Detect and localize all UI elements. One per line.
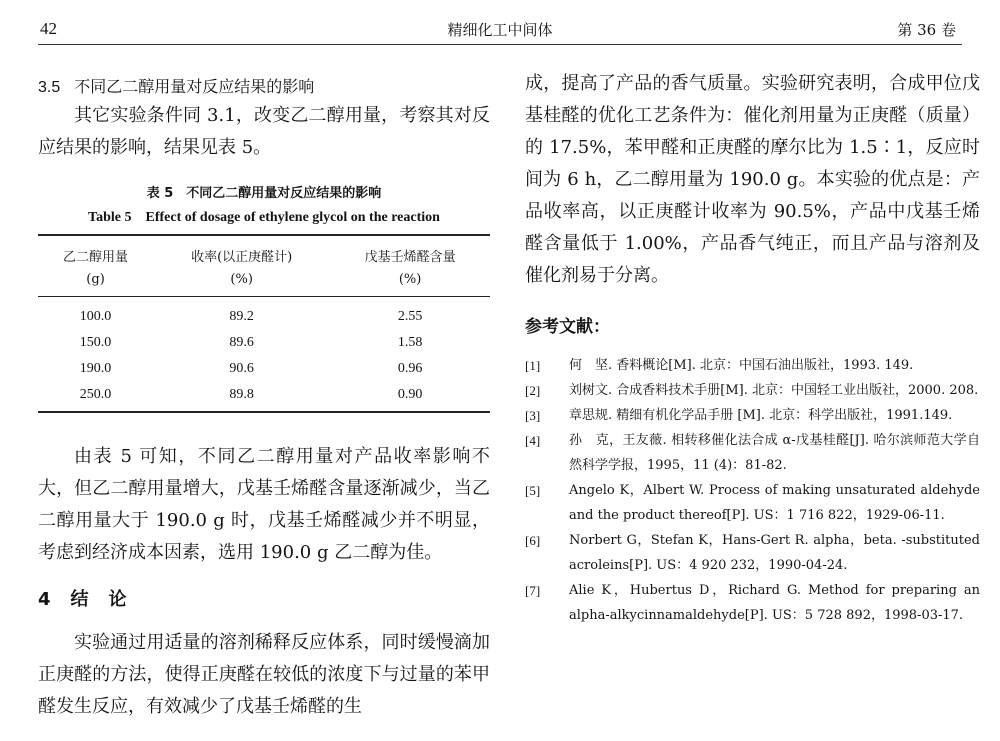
left-column	[38, 58, 490, 723]
section-4-heading	[38, 585, 490, 609]
table-cell: 250.0	[38, 382, 153, 412]
reference-text: Norbert G，Stefan K，Hans-Gert R. alpha，beta. -substituted acroleins[P]. US：4 920 232，1990-04-24.	[569, 533, 980, 573]
table-cell: 190.0	[79, 361, 112, 376]
reference-item	[525, 403, 980, 428]
table-row	[38, 356, 490, 382]
reference-item	[525, 528, 980, 578]
volume-label: 第 36 卷	[897, 21, 956, 39]
column-header: 乙二醇用量	[38, 235, 153, 267]
references-list	[525, 353, 980, 628]
running-header	[0, 0, 1000, 44]
column-unit: (g)	[38, 267, 153, 297]
journal-title: 精细化工中间体	[447, 21, 553, 39]
reference-text: 章思规. 精细有机化学品手册 [M]. 北京：科学出版社，1991.149.	[569, 408, 953, 423]
reference-text: Alie K，Hubertus D，Richard G. Method for preparing an alpha-alkycinnamaldehyde[P]. US：5 728 892，1998-03-17.	[569, 583, 980, 623]
table-cell: 100.0	[79, 309, 112, 324]
references-heading: 参考文献：	[525, 317, 610, 337]
reference-index: [2]	[525, 383, 541, 398]
reference-item	[525, 353, 980, 378]
table-row	[38, 297, 490, 331]
reference-item	[525, 378, 980, 403]
table-cell: 2.55	[397, 309, 423, 324]
table-row	[38, 330, 490, 356]
table-cell: 89.6	[229, 335, 254, 350]
results-table	[38, 234, 490, 413]
table-caption-en: Table 5 Effect of dosage of ethylene glycol on the reaction	[88, 210, 440, 225]
reference-index: [6]	[525, 533, 541, 548]
table-row	[38, 382, 490, 412]
reference-index: [7]	[525, 583, 541, 598]
page-number: 42	[40, 19, 57, 38]
section-number: 4	[38, 589, 51, 610]
reference-index: [3]	[525, 408, 541, 423]
table-cell: 89.2	[229, 309, 254, 324]
section-number: 3.5	[38, 79, 61, 96]
right-column	[525, 58, 980, 628]
column-unit: (%)	[153, 267, 330, 297]
reference-text: 孙 克，王友薇. 相转移催化法合成 α-戊基桂醛[J]. 哈尔滨师范大学自然科学学报，1995，11 (4)：81-82.	[569, 433, 980, 473]
table-cell: 0.90	[330, 382, 490, 412]
reference-item	[525, 578, 980, 628]
reference-text: Angelo K，Albert W. Process of making unsaturated aldehyde and the product thereof[P]. US：1 716 822，1929-06-11.	[569, 483, 980, 523]
table-cell: 89.8	[153, 382, 330, 412]
reference-index: [5]	[525, 483, 541, 498]
table-cell: 150.0	[79, 335, 112, 350]
column-header: 戊基壬烯醛含量	[330, 235, 490, 267]
reference-item	[525, 478, 980, 528]
conclusion-continued-paragraph: 成，提高了产品的香气质量。实验研究表明，合成甲位戊基桂醛的优化工艺条件为：催化剂用量为正庚醛（质量）的 17.5%，苯甲醛和正庚醛的摩尔比为 1.5∶1，反应时间为 6 h，乙二醇用量为 190.0 g。本实验的优点是：产品收率高，以正庚醛计收率为 90.5%，产品中戊基壬烯醛含量低于 1.00%，产品香气纯正，而且产品与溶剂及催化剂易于分离。	[525, 73, 980, 286]
column-unit: (%)	[330, 267, 490, 297]
section-3-5-heading	[38, 74, 490, 100]
table-caption-zh: 表 5 不同乙二醇用量对反应结果的影响	[146, 186, 382, 201]
table-cell: 90.6	[229, 361, 254, 376]
reference-index: [4]	[525, 433, 541, 448]
intro-paragraph: 其它实验条件同 3.1，改变乙二醇用量，考察其对反应结果的影响，结果见表 5。	[38, 105, 490, 158]
conclusion-paragraph: 实验通过用适量的溶剂稀释反应体系，同时缓慢滴加正庚醛的方法，使得正庚醛在较低的浓度下与过量的苯甲醛发生反应，有效减少了戊基壬烯醛的生	[38, 632, 490, 717]
column-header: 收率(以正庚醛计)	[153, 235, 330, 267]
table-cell: 0.96	[397, 361, 423, 376]
reference-index: [1]	[525, 358, 541, 373]
discussion-paragraph: 由表 5 可知，不同乙二醇用量对产品收率影响不大，但乙二醇用量增大，戊基壬烯醛含量逐渐减少，当乙二醇用量大于 190.0 g 时，戊基壬烯醛减少并不明显，考虑到经济成本因素，选用 190.0 g 乙二醇为佳。	[38, 446, 490, 563]
reference-text: 刘树文. 合成香料技术手册[M]. 北京：中国轻工业出版社，2000. 208.	[569, 383, 979, 398]
header-rule	[38, 44, 962, 45]
reference-item	[525, 428, 980, 478]
table-cell: 1.58	[397, 335, 423, 350]
section-title: 不同乙二醇用量对反应结果的影响	[74, 77, 315, 96]
reference-text: 何 坚. 香料概论[M]. 北京：中国石油出版社，1993. 149.	[569, 358, 914, 373]
section-title: 结论	[70, 589, 147, 610]
